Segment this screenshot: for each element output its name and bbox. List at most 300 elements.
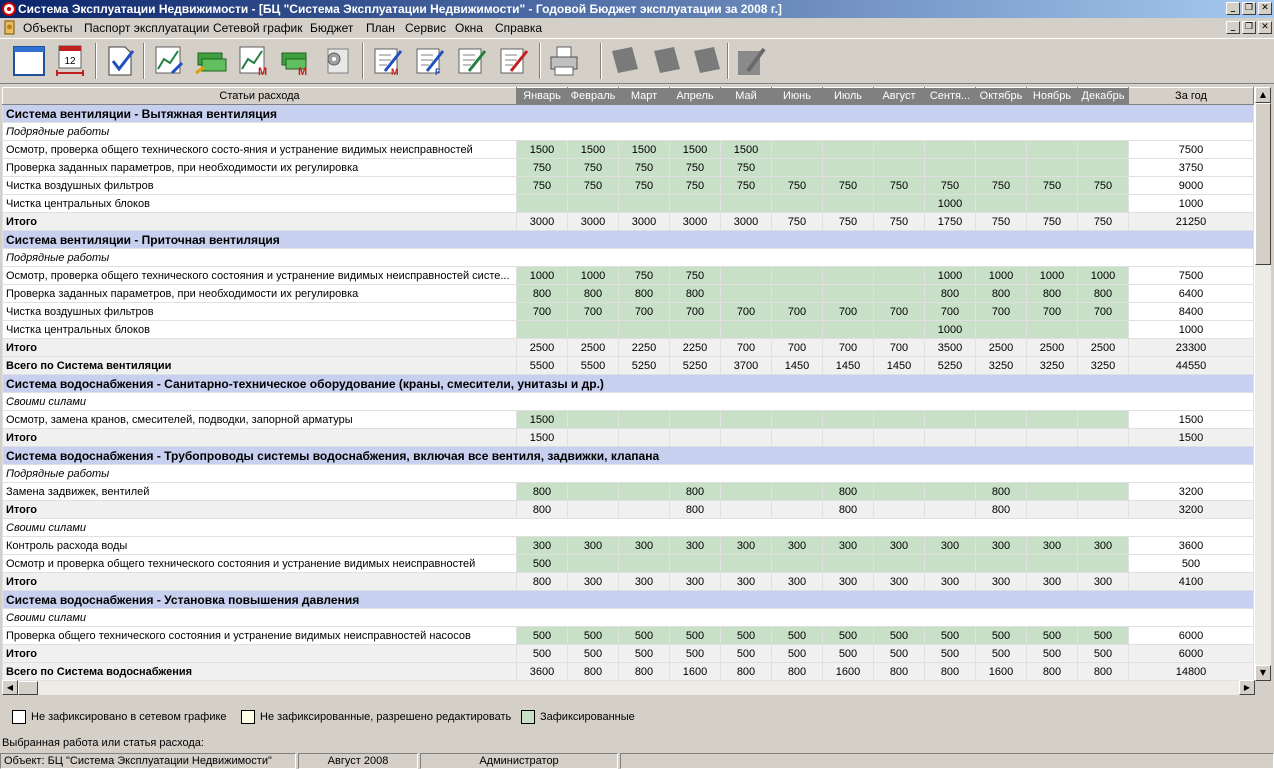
month-cell[interactable]	[925, 141, 976, 159]
month-cell[interactable]	[874, 555, 925, 573]
month-cell	[1027, 429, 1078, 447]
section-header-row[interactable]	[3, 447, 1254, 465]
month-cell[interactable]	[1027, 141, 1078, 159]
status-user: Администратор	[420, 753, 618, 769]
month-cell[interactable]	[823, 321, 874, 339]
month-cell[interactable]: 300	[874, 537, 925, 555]
subtotal-row[interactable]	[3, 429, 1254, 447]
month-cell[interactable]: 700	[976, 303, 1027, 321]
svg-text:12: 12	[64, 56, 76, 67]
year-total-cell: 1000	[1129, 195, 1254, 213]
month-cell[interactable]: 500	[721, 627, 772, 645]
row-label: Чистка центральных блоков	[3, 321, 517, 339]
menu-budget[interactable]: Бюджет	[310, 21, 354, 35]
month-cell[interactable]: 1000	[1078, 267, 1129, 285]
month-cell[interactable]	[721, 555, 772, 573]
column-header-month[interactable]: Октябрь	[976, 88, 1027, 105]
scroll-left-icon[interactable]: ◀	[2, 680, 18, 695]
month-cell	[874, 501, 925, 519]
month-cell[interactable]: 300	[721, 537, 772, 555]
month-cell[interactable]: 1500	[568, 141, 619, 159]
month-cell[interactable]: 500	[1027, 627, 1078, 645]
subgroup-row[interactable]	[3, 609, 1254, 627]
print-icon[interactable]	[547, 43, 581, 79]
month-cell[interactable]	[772, 411, 823, 429]
status-empty	[620, 753, 1274, 769]
month-cell: 800	[721, 663, 772, 681]
month-cell[interactable]	[823, 411, 874, 429]
window-title: Система Эксплуатации Недвижимости - [БЦ "Система Эксплуатации Недвижимости" - Годовой Бюджет эксплуатации за 2008 г.]	[18, 2, 782, 16]
month-cell[interactable]	[721, 285, 772, 303]
column-header-month[interactable]: Июнь	[772, 88, 823, 105]
month-cell[interactable]	[721, 483, 772, 501]
month-cell[interactable]: 750	[619, 267, 670, 285]
section-header-row[interactable]	[3, 591, 1254, 609]
month-cell[interactable]: 800	[1027, 285, 1078, 303]
month-cell[interactable]	[925, 411, 976, 429]
month-cell[interactable]: 500	[772, 627, 823, 645]
month-cell[interactable]	[874, 411, 925, 429]
month-cell[interactable]: 1000	[1027, 267, 1078, 285]
month-cell[interactable]	[1078, 321, 1129, 339]
month-cell[interactable]: 500	[925, 627, 976, 645]
month-cell[interactable]: 800	[976, 285, 1027, 303]
month-cell[interactable]: 800	[619, 285, 670, 303]
month-cell: 1500	[517, 429, 568, 447]
month-cell[interactable]: 750	[721, 177, 772, 195]
month-cell[interactable]: 1000	[925, 195, 976, 213]
month-cell[interactable]: 750	[772, 177, 823, 195]
grand-total-row[interactable]	[3, 663, 1254, 681]
menu-passport[interactable]: Паспорт эксплуатации	[84, 21, 210, 35]
month-cell[interactable]: 750	[670, 177, 721, 195]
month-cell[interactable]	[823, 267, 874, 285]
month-cell[interactable]	[721, 321, 772, 339]
table-row[interactable]	[3, 411, 1254, 429]
section-header-row[interactable]	[3, 105, 1254, 123]
month-cell[interactable]	[517, 321, 568, 339]
column-header-year[interactable]: За год	[1129, 88, 1254, 105]
grand-total-row[interactable]	[3, 357, 1254, 375]
menu-network-schedule[interactable]: Сетевой график	[213, 21, 303, 35]
column-header-month[interactable]: Февраль	[568, 88, 619, 105]
month-cell: 800	[925, 663, 976, 681]
month-cell[interactable]: 750	[619, 159, 670, 177]
month-cell[interactable]	[619, 483, 670, 501]
budget-table	[2, 87, 1254, 681]
month-cell: 500	[1027, 645, 1078, 663]
month-cell[interactable]: 750	[619, 177, 670, 195]
subgroup-row[interactable]	[3, 519, 1254, 537]
month-cell[interactable]: 750	[568, 159, 619, 177]
month-cell[interactable]: 300	[925, 537, 976, 555]
year-total-cell: 3200	[1129, 483, 1254, 501]
month-cell: 300	[670, 573, 721, 591]
subgroup-row[interactable]	[3, 249, 1254, 267]
month-cell[interactable]	[568, 195, 619, 213]
month-cell[interactable]	[1027, 555, 1078, 573]
month-cell[interactable]	[1078, 555, 1129, 573]
month-cell[interactable]: 750	[670, 159, 721, 177]
month-cell: 3000	[517, 213, 568, 231]
menu-bar	[0, 18, 1274, 37]
row-label: Итого	[3, 339, 517, 357]
table-row[interactable]	[3, 303, 1254, 321]
month-cell[interactable]: 500	[619, 627, 670, 645]
month-cell[interactable]	[1027, 321, 1078, 339]
month-cell[interactable]	[874, 285, 925, 303]
table-row[interactable]	[3, 195, 1254, 213]
month-cell[interactable]	[976, 159, 1027, 177]
money-m-icon[interactable]	[278, 43, 312, 79]
section-title: Система вентиляции - Приточная вентиляция	[3, 231, 1254, 249]
app-logo-icon	[2, 2, 16, 16]
month-cell[interactable]: 750	[823, 177, 874, 195]
month-cell[interactable]	[976, 555, 1027, 573]
horizontal-scroll-thumb[interactable]	[18, 681, 38, 695]
menu-objects[interactable]: Объекты	[23, 21, 73, 35]
restore-button[interactable]: ❐	[1242, 2, 1256, 15]
month-cell[interactable]: 1000	[976, 267, 1027, 285]
month-cell[interactable]: 750	[721, 159, 772, 177]
month-cell[interactable]	[925, 555, 976, 573]
scroll-up-icon[interactable]: ▲	[1255, 87, 1271, 103]
month-cell[interactable]: 750	[568, 177, 619, 195]
month-cell[interactable]: 300	[1078, 537, 1129, 555]
chart-m-icon[interactable]	[236, 43, 270, 79]
section-title: Система водоснабжения - Санитарно-техническое оборудование (краны, смесители, унитазы и др.)	[3, 375, 1254, 393]
month-cell[interactable]: 750	[517, 159, 568, 177]
month-cell: 500	[976, 645, 1027, 663]
disabled-edit-icon[interactable]	[734, 43, 768, 79]
month-cell[interactable]	[619, 555, 670, 573]
month-cell[interactable]	[1078, 159, 1129, 177]
month-cell: 800	[1027, 663, 1078, 681]
column-header-month[interactable]: Май	[721, 88, 772, 105]
column-header-month[interactable]: Сентя...	[925, 88, 976, 105]
month-cell[interactable]: 800	[670, 285, 721, 303]
month-cell[interactable]: 500	[568, 627, 619, 645]
table-header	[3, 88, 1254, 105]
legend-swatch-fixed	[521, 710, 535, 724]
month-cell[interactable]: 700	[1078, 303, 1129, 321]
column-header-items[interactable]: Статьи расхода	[3, 88, 517, 105]
month-cell[interactable]	[670, 555, 721, 573]
month-cell: 800	[517, 573, 568, 591]
subtotal-row[interactable]	[3, 573, 1254, 591]
month-cell[interactable]: 300	[823, 537, 874, 555]
month-cell[interactable]: 500	[874, 627, 925, 645]
table-row[interactable]	[3, 285, 1254, 303]
table-row[interactable]	[3, 321, 1254, 339]
month-cell[interactable]: 750	[976, 177, 1027, 195]
month-cell[interactable]	[568, 321, 619, 339]
month-cell[interactable]	[1027, 483, 1078, 501]
month-cell[interactable]	[670, 411, 721, 429]
month-cell: 800	[517, 501, 568, 519]
month-cell[interactable]	[670, 195, 721, 213]
column-header-month[interactable]: Апрель	[670, 88, 721, 105]
month-cell[interactable]: 800	[517, 285, 568, 303]
menu-windows[interactable]: Окна	[455, 21, 483, 35]
month-cell[interactable]	[976, 321, 1027, 339]
month-cell: 800	[670, 501, 721, 519]
month-cell[interactable]	[772, 195, 823, 213]
month-cell[interactable]	[568, 555, 619, 573]
month-cell[interactable]: 500	[517, 555, 568, 573]
month-cell[interactable]: 700	[721, 303, 772, 321]
settings-icon[interactable]	[320, 43, 354, 79]
year-total-cell: 7500	[1129, 141, 1254, 159]
row-label: Чистка центральных блоков	[3, 195, 517, 213]
disabled-tool-1-icon[interactable]	[608, 43, 642, 79]
edit-list-green-icon[interactable]	[455, 43, 489, 79]
table-row[interactable]	[3, 537, 1254, 555]
month-cell[interactable]	[772, 267, 823, 285]
month-cell[interactable]: 800	[823, 483, 874, 501]
month-cell[interactable]: 1000	[925, 267, 976, 285]
month-cell[interactable]: 800	[568, 285, 619, 303]
month-cell[interactable]: 700	[670, 303, 721, 321]
month-cell[interactable]	[874, 483, 925, 501]
subtotal-row[interactable]	[3, 213, 1254, 231]
table-row[interactable]	[3, 159, 1254, 177]
doc-minimize-button[interactable]: _	[1226, 21, 1240, 34]
month-cell	[619, 501, 670, 519]
month-cell: 750	[823, 213, 874, 231]
month-cell[interactable]: 800	[517, 483, 568, 501]
month-cell[interactable]	[976, 411, 1027, 429]
month-cell[interactable]: 1500	[517, 141, 568, 159]
column-header-month[interactable]: Август	[874, 88, 925, 105]
month-cell[interactable]	[517, 195, 568, 213]
month-cell[interactable]	[568, 411, 619, 429]
month-cell[interactable]: 750	[925, 177, 976, 195]
month-cell[interactable]: 500	[823, 627, 874, 645]
month-cell[interactable]	[619, 411, 670, 429]
month-cell[interactable]	[1078, 411, 1129, 429]
subtotal-row[interactable]	[3, 339, 1254, 357]
month-cell[interactable]	[772, 159, 823, 177]
month-cell[interactable]	[976, 141, 1027, 159]
month-cell[interactable]: 1500	[517, 411, 568, 429]
month-cell	[1078, 429, 1129, 447]
month-cell[interactable]: 500	[517, 627, 568, 645]
month-cell[interactable]	[721, 267, 772, 285]
month-cell[interactable]: 300	[976, 537, 1027, 555]
month-cell[interactable]	[823, 159, 874, 177]
month-cell[interactable]: 300	[1027, 537, 1078, 555]
month-cell[interactable]	[823, 141, 874, 159]
menu-help[interactable]: Справка	[495, 21, 543, 35]
month-cell[interactable]: 300	[670, 537, 721, 555]
month-cell: 700	[874, 339, 925, 357]
subtotal-row[interactable]	[3, 645, 1254, 663]
month-cell[interactable]	[619, 321, 670, 339]
month-cell[interactable]	[772, 285, 823, 303]
month-cell[interactable]: 500	[670, 627, 721, 645]
month-cell[interactable]: 300	[568, 537, 619, 555]
vertical-scrollbar[interactable]	[1255, 87, 1271, 681]
month-cell[interactable]	[874, 159, 925, 177]
column-header-month[interactable]: Ноябрь	[1027, 88, 1078, 105]
month-cell[interactable]	[1027, 159, 1078, 177]
month-cell[interactable]	[925, 483, 976, 501]
month-cell[interactable]	[772, 483, 823, 501]
month-cell[interactable]: 300	[772, 537, 823, 555]
month-cell[interactable]: 1500	[619, 141, 670, 159]
month-cell[interactable]: 700	[772, 303, 823, 321]
month-cell[interactable]	[823, 195, 874, 213]
month-cell[interactable]: 500	[1078, 627, 1129, 645]
month-cell[interactable]: 700	[823, 303, 874, 321]
month-cell[interactable]: 700	[517, 303, 568, 321]
month-cell[interactable]	[823, 285, 874, 303]
subtotal-row[interactable]	[3, 501, 1254, 519]
column-header-month[interactable]: Июль	[823, 88, 874, 105]
minimize-button[interactable]: _	[1226, 2, 1240, 15]
subgroup-title: Своими силами	[3, 519, 1254, 537]
table-row[interactable]	[3, 177, 1254, 195]
month-cell[interactable]: 750	[874, 177, 925, 195]
disabled-tool-3-icon[interactable]	[690, 43, 724, 79]
month-cell[interactable]	[1027, 195, 1078, 213]
month-cell[interactable]: 500	[976, 627, 1027, 645]
document-menu-icon[interactable]	[3, 20, 16, 35]
status-bar	[0, 753, 1274, 769]
section-header-row[interactable]	[3, 231, 1254, 249]
month-cell: 750	[874, 213, 925, 231]
disabled-tool-2-icon[interactable]	[650, 43, 684, 79]
column-header-month[interactable]: Декабрь	[1078, 88, 1129, 105]
month-cell	[619, 429, 670, 447]
month-cell[interactable]	[1078, 483, 1129, 501]
table-row[interactable]	[3, 483, 1254, 501]
month-cell: 700	[772, 339, 823, 357]
month-cell[interactable]	[619, 195, 670, 213]
month-cell[interactable]: 300	[619, 537, 670, 555]
money-transfer-icon[interactable]	[194, 43, 228, 79]
month-cell[interactable]: 1000	[517, 267, 568, 285]
subgroup-row[interactable]	[3, 393, 1254, 411]
table-row[interactable]	[3, 267, 1254, 285]
month-cell[interactable]	[874, 267, 925, 285]
month-cell[interactable]: 700	[874, 303, 925, 321]
month-cell: 1450	[823, 357, 874, 375]
month-cell[interactable]: 800	[670, 483, 721, 501]
month-cell[interactable]: 700	[1027, 303, 1078, 321]
month-cell[interactable]: 1500	[721, 141, 772, 159]
month-cell: 300	[568, 573, 619, 591]
table-row[interactable]	[3, 555, 1254, 573]
month-cell[interactable]	[976, 195, 1027, 213]
row-label: Итого	[3, 213, 517, 231]
month-cell[interactable]: 300	[517, 537, 568, 555]
month-cell[interactable]: 800	[976, 483, 1027, 501]
horizontal-scrollbar[interactable]	[2, 681, 1255, 695]
month-cell: 800	[772, 663, 823, 681]
edit-list-m-icon[interactable]	[371, 43, 405, 79]
month-cell: 3700	[721, 357, 772, 375]
calendar-icon[interactable]	[53, 43, 87, 79]
month-cell[interactable]	[874, 195, 925, 213]
table-row[interactable]	[3, 141, 1254, 159]
month-cell: 1450	[874, 357, 925, 375]
scroll-right-icon[interactable]: ▶	[1239, 680, 1255, 695]
month-cell[interactable]: 1500	[670, 141, 721, 159]
month-cell: 2500	[976, 339, 1027, 357]
month-cell[interactable]	[1027, 411, 1078, 429]
menu-plan[interactable]: План	[366, 21, 395, 35]
chart-edit-icon[interactable]	[152, 43, 186, 79]
month-cell[interactable]: 1000	[568, 267, 619, 285]
table-row[interactable]	[3, 627, 1254, 645]
month-cell[interactable]: 750	[1027, 177, 1078, 195]
month-cell[interactable]	[925, 159, 976, 177]
menu-service[interactable]: Сервис	[405, 21, 447, 35]
year-total-cell: 7500	[1129, 267, 1254, 285]
status-period: Август 2008	[298, 753, 418, 769]
month-cell[interactable]	[721, 195, 772, 213]
month-cell[interactable]: 750	[1078, 177, 1129, 195]
month-cell: 3000	[568, 213, 619, 231]
edit-list-f-icon[interactable]	[413, 43, 447, 79]
month-cell	[874, 429, 925, 447]
month-cell[interactable]: 700	[568, 303, 619, 321]
month-cell: 500	[670, 645, 721, 663]
month-cell[interactable]	[1078, 195, 1129, 213]
month-cell[interactable]: 800	[925, 285, 976, 303]
month-cell[interactable]	[772, 141, 823, 159]
month-cell[interactable]	[721, 411, 772, 429]
window-icon[interactable]	[12, 43, 46, 79]
month-cell[interactable]	[823, 555, 874, 573]
column-header-month[interactable]: Январь	[517, 88, 568, 105]
subgroup-row[interactable]	[3, 123, 1254, 141]
month-cell[interactable]: 750	[517, 177, 568, 195]
scroll-down-icon[interactable]: ▼	[1255, 665, 1271, 681]
month-cell[interactable]	[568, 483, 619, 501]
document-check-icon[interactable]	[103, 43, 137, 79]
vertical-scroll-thumb[interactable]	[1255, 103, 1271, 265]
row-label: Итого	[3, 645, 517, 663]
close-button[interactable]: ✕	[1258, 2, 1272, 15]
month-cell[interactable]	[670, 321, 721, 339]
row-label: Проверка заданных параметров, при необходимости их регулировка	[3, 159, 517, 177]
column-header-month[interactable]: Март	[619, 88, 670, 105]
month-cell[interactable]	[874, 141, 925, 159]
month-cell[interactable]: 750	[670, 267, 721, 285]
year-total-cell: 44550	[1129, 357, 1254, 375]
row-label: Всего по Система водоснабжения	[3, 663, 517, 681]
month-cell[interactable]: 800	[1078, 285, 1129, 303]
section-header-row[interactable]	[3, 375, 1254, 393]
month-cell[interactable]: 700	[925, 303, 976, 321]
month-cell[interactable]	[1078, 141, 1129, 159]
month-cell[interactable]: 700	[619, 303, 670, 321]
subgroup-row[interactable]	[3, 465, 1254, 483]
doc-close-button[interactable]: ✕	[1258, 21, 1272, 34]
doc-restore-button[interactable]: ❐	[1242, 21, 1256, 34]
month-cell: 500	[823, 645, 874, 663]
month-cell[interactable]	[772, 555, 823, 573]
month-cell: 800	[1078, 663, 1129, 681]
month-cell[interactable]	[874, 321, 925, 339]
month-cell	[976, 429, 1027, 447]
month-cell[interactable]	[772, 321, 823, 339]
month-cell[interactable]: 1000	[925, 321, 976, 339]
edit-list-red-icon[interactable]	[497, 43, 531, 79]
